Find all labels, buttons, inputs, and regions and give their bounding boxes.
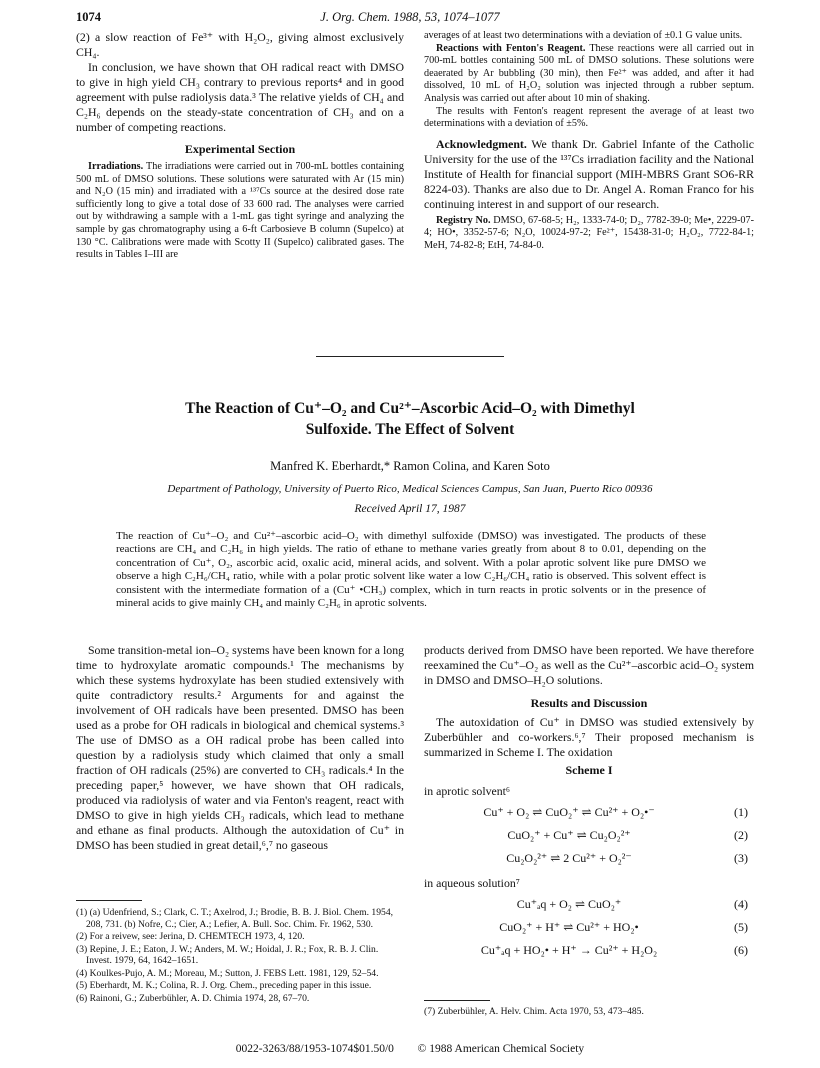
fenton-text: These reactions were all carried out in 700-mL bottles containing 500 mL of DMSO solutions. These solutions were deaerated by Ar bubbling (30 min), then Fe²⁺ was added, and after it had dissolved, 10 mL of H₂O₂ solution was injected through a rubber septum. Analysis was carried out after about 10 min of shaking. — [424, 42, 754, 104]
article-right-column — [424, 643, 754, 966]
fenton-block — [424, 30, 754, 131]
equation-text: Cu₂O₂²⁺ ⇌ 2 Cu²⁺ + O₂²⁻ — [506, 851, 632, 865]
equations-aqueous — [424, 897, 754, 966]
article-affiliation: Department of Pathology, University of Puerto Rico, Medical Sciences Campus, San Juan, Puerto Rico 00936 — [167, 483, 653, 495]
equation-3 — [424, 851, 754, 874]
equation-number: (5) — [734, 920, 748, 934]
equation-5 — [424, 920, 754, 943]
article-separator-rule — [316, 356, 504, 357]
copyright: © 1988 American Chemical Society — [417, 1043, 585, 1055]
experimental-section-heading: Experimental Section — [184, 142, 296, 156]
registry-lead: Registry No. — [436, 214, 491, 226]
footnote-item: (6) Rainoni, G.; Zuberbühler, A. D. Chimia 1974, 28, 67–70. — [76, 992, 310, 1004]
footnote-rule-right — [424, 1000, 490, 1001]
article-code: 0022-3263/88/1953-1074$01.50/0 — [235, 1043, 394, 1055]
results-heading: Results and Discussion — [530, 696, 648, 710]
fenton-result: The results with Fenton's reagent represent the average of at least two determinations with a deviation of ±5%. — [424, 105, 754, 130]
equation-1 — [424, 805, 754, 828]
footnote-item: (1) (a) Udenfriend, S.; Clark, C. T.; Axelrod, J.; Brodie, B. B. J. Biol. Chem. 1954, 208, 731. (b) Nofre, C.; Cier, A.; Lefier, A. Bull. Soc. Chim. Fr. 1962, 530. — [76, 907, 394, 930]
footnote-item: (3) Repine, J. E.; Eaton, J. W.; Anders, M. W.; Hoidal, J. R.; Fox, R. B. J. Clin. Invest. 1979, 64, 1642–1651. — [76, 943, 379, 966]
aqueous-solution-label: in aqueous solution⁷ — [424, 876, 520, 890]
introduction-paragraph: Some transition-metal ion–O₂ systems have been known for a long time to hydroxylate aromatic compounds.¹ The mechanisms by which these systems hydroxylate has been studied extensively with quite contradictory results.² Arguments for and against the involvement of OH radicals have been presented. DMSO has been used as a probe for OH radicals in biological and chemical systems.³ The use of DMSO as a OH radical probe has been called into question by a radiolysis study which claimed that only a small fraction of OH radicals (25%) are converted to CH₃ radicals.⁴ In the preceding paper,⁵ however, we have shown that OH radicals, produced via radiolysis of water and via Fenton's reagent, react with DMSO to give in high yields CH₃ radicals, which lead to methane and ethane as final products. Although the autoxidation of Cu⁺ in DMSO has been studied in great detail,⁶,⁷ no gaseous — [76, 643, 404, 852]
received-date: Received April 17, 1987 — [354, 503, 466, 515]
equation-text: Cu⁺ₐq + O₂ ⇌ CuO₂⁺ — [516, 897, 622, 911]
equation-text: CuO₂⁺ + H⁺ ⇌ Cu²⁺ + HO₂• — [499, 920, 639, 934]
scheme-heading: Scheme I — [565, 763, 613, 777]
running-header-journal: J. Org. Chem. 1988, 53, 1074–1077 — [320, 10, 500, 24]
article-left-column — [76, 643, 404, 853]
results-paragraph: The autoxidation of Cu⁺ in DMSO was studied extensively by Zuberbühler and co-workers.⁶,⁷ Their proposed mechanism is summarized in Scheme I. The oxidation — [424, 715, 754, 759]
equation-number: (6) — [734, 943, 748, 957]
equation-text: Cu⁺ + O₂ ⇌ CuO₂⁺ ⇌ Cu²⁺ + O₂•⁻ — [483, 805, 655, 819]
footnote-item: (2) For a reivew, see: Jerina, D. CHEMTECH 1973, 4, 120. — [76, 931, 305, 942]
equation-number: (3) — [734, 851, 748, 865]
equation-text: CuO₂⁺ + Cu⁺ ⇌ Cu₂O₂²⁺ — [507, 828, 631, 842]
intro-continued-paragraph: products derived from DMSO have been reported. We have therefore reexamined the Cu⁺–O₂ as well as the Cu²⁺–ascorbic acid–O₂ system in DMSO and DMSO–H₂O solutions. — [424, 643, 754, 687]
footnote-rule-left — [76, 900, 142, 901]
footnote-item: (5) Eberhardt, M. K.; Colina, R. J. Org. Chem., preceding paper in this issue. — [76, 980, 372, 991]
averages-paragraph: averages of at least two determinations with a deviation of ±0.1 G value units. — [424, 30, 743, 41]
equation-4 — [424, 897, 754, 920]
article-authors: Manfred K. Eberhardt,* Ramon Colina, and Karen Soto — [270, 459, 550, 473]
irradiations-lead: Irradiations. — [88, 161, 144, 172]
article-title — [120, 398, 700, 440]
irradiations-paragraph — [76, 161, 404, 262]
equations-aprotic — [424, 805, 754, 874]
acknowledgment-text: We thank Dr. Gabriel Infante of the Catholic University for the use of the ¹³⁷Cs irradiation facility and the National Institute of Health for financial support (MIH-MBRS Grant SO6-RR 8224-03). Thanks are also due to Dr. Angel A. Roman Franco for his continuing interest in and support of our research. — [424, 136, 754, 211]
prev-article-left-column — [76, 30, 404, 262]
equation-2 — [424, 828, 754, 851]
footnote-item: (4) Koulkes-Pujo, A. M.; Moreau, M.; Sutton, J. FEBS Lett. 1981, 129, 52–54. — [76, 967, 379, 979]
acknowledgment-lead: Acknowledgment. — [436, 136, 527, 151]
fenton-lead: Reactions with Fenton's Reagent. — [436, 42, 586, 54]
aprotic-solvent-label: in aprotic solvent⁶ — [424, 784, 511, 798]
irradiations-text: The irradiations were carried out in 700-mL bottles containing 500 mL of DMSO solutions. These solutions were saturated with Ar (15 min) and N₂O (15 min) and irradiated with a ¹³⁷Cs source at the desired dose rate sufficiently long to give a total dose of 33 600 rad. The analyses were carried out by withdrawing a sample with a 1-mL gas tight syringe and analyzing the sample by gas chromatography using a 6-ft Carbosieve B column (Supelco) at 130 °C. Calibrations were made with Scotty II (Supelco) calibrated gases. The results in Tables I–III are — [76, 161, 404, 261]
equation-number: (1) — [734, 805, 748, 819]
registry-text: DMSO, 67-68-5; H₂, 1333-74-0; D₂, 7782-39-0; Me•, 2229-07-4; HO•, 3352-57-6; N₂O, 10024-97-2; Fe²⁺, 15438-31-0; H₂O₂, 7722-84-1; MeH, 74-82-8; EtH, 74-84-0. — [424, 214, 754, 251]
page-footer — [0, 1043, 820, 1055]
page-number: 1074 — [76, 10, 101, 24]
equation-6 — [424, 943, 754, 966]
prev-article-right-column — [424, 30, 754, 253]
abstract: The reaction of Cu⁺–O₂ and Cu²⁺–ascorbic acid–O₂ with dimethyl sulfoxide (DMSO) was investigated. The products of these reactions are CH₄ and C₂H₆ in high yields. The ratio of ethane to methane varies greatly from about 8 to 0.01, depending on the concentration of Cu⁺, O₂, ascorbic acid, oxalic acid, mineral acids, and solvent. With a polar aprotic solvent like pure DMSO we observe a high C₂H₆/CH₄ ratio, while with a polar protic solvent like water a low C₂H₆/CH₄ ratio is observed. This solvent effect is consistent with the intermediate formation of a (Cu⁺ •CH₃) complex, which in turn reacts in protic solvents or in the presence of mineral acids to give mainly CH₄ and mainly C₂H₆ in aprotic solvents. — [116, 530, 706, 610]
footnotes-right — [424, 1006, 754, 1019]
equation-number: (4) — [734, 897, 748, 911]
footnote-item: (7) Zuberbühler, A. Helv. Chim. Acta 1970, 53, 473–485. — [424, 1006, 644, 1017]
title-line-1: The Reaction of Cu⁺–O₂ and Cu²⁺–Ascorbic Acid–O₂ with Dimethyl — [185, 400, 635, 417]
prev-paragraph-1: (2) a slow reaction of Fe³⁺ with H₂O₂, giving almost exclusively CH₄. — [76, 30, 404, 59]
equation-text: Cu⁺ₐq + HO₂• + H⁺ → Cu²⁺ + H₂O₂ — [480, 943, 658, 957]
footnotes-left — [76, 907, 404, 1005]
title-line-2: Sulfoxide. The Effect of Solvent — [305, 421, 515, 438]
registry-block — [424, 215, 754, 253]
prev-paragraph-conclusion: In conclusion, we have shown that OH radical react with DMSO to give in high yield CH₃ contrary to previous reports⁴ and in good agreement with pulse radiolysis data.³ The relative yields of CH₄ and C₂H₆ depends on the steady-state concentration of CH₃ and on a number of competing reactions. — [76, 60, 404, 134]
equation-number: (2) — [734, 828, 748, 842]
